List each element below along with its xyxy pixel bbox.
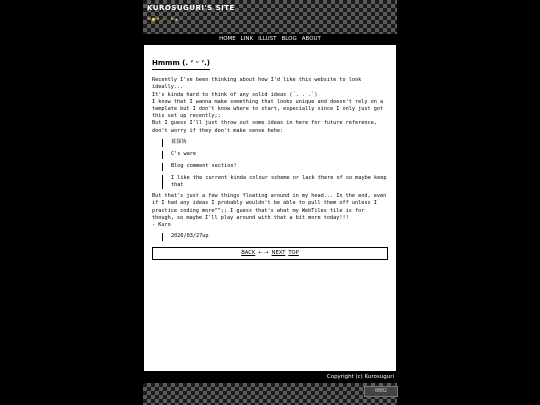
- main-nav: [143, 34, 397, 44]
- arrow-icons: ← →: [258, 250, 269, 257]
- site-title: KUROSUGURI'S SITE: [147, 4, 235, 12]
- post-navigation: [152, 247, 388, 260]
- site-subtitle-decoration: •●•☆ •★: [147, 16, 180, 23]
- nav-illust[interactable]: ILLUST: [258, 36, 277, 42]
- nav-blog[interactable]: BLOG: [281, 36, 297, 42]
- post-outro: [152, 193, 388, 229]
- intro-line: It's kinda hard to think of any solid ideas (´. . .`): [152, 91, 318, 98]
- next-link[interactable]: NEXT: [271, 250, 286, 257]
- idea-quote: Blog comment section!: [162, 163, 388, 171]
- nav-link[interactable]: LINK: [240, 36, 254, 42]
- outro-signature: - Kuro: [152, 222, 171, 229]
- hit-counter: 0002: [364, 386, 398, 397]
- intro-line: But I guess I'll just throw out some ideas in here for future reference, don't worry if they don't make sense hehe:: [152, 120, 380, 134]
- blog-post-panel: [144, 45, 396, 371]
- nav-home[interactable]: HOME: [219, 36, 236, 42]
- idea-quote: 暮探妫: [162, 139, 388, 147]
- post-title: Hmmm (. ‘ ᵕ ‘.): [152, 60, 210, 70]
- top-link[interactable]: TOP: [288, 250, 299, 257]
- intro-line: Recently I've been thinking about how I'd like this website to look ideally...: [152, 77, 365, 91]
- post-date: 2026/03/27up: [162, 233, 388, 241]
- nav-about[interactable]: ABOUT: [301, 36, 321, 42]
- idea-quote: I like the current kinda colour scheme or lack there of so maybe keep that: [162, 175, 388, 189]
- outro-line: But that's just a few things floating around in my head... In the end, even if I had any ideas I probably wouldn't be able to pull them off unless I practice coding more^^;; I guess that's what my WebTiles tile is for though, so maybe I'll play around with that a bit more today!!!: [152, 193, 390, 221]
- back-link[interactable]: BACK: [241, 250, 256, 257]
- footer-checker-banner: [143, 383, 397, 405]
- post-intro: [152, 77, 388, 135]
- idea-quote: C's ware: [162, 151, 388, 159]
- intro-line: I know that I wanna make something that looks unique and doesn't rely on a template but I don't know where to start, especially since I only just got this set up recently;;: [152, 98, 387, 120]
- copyright-text: Copyright (c) Kurosuguri: [326, 374, 394, 380]
